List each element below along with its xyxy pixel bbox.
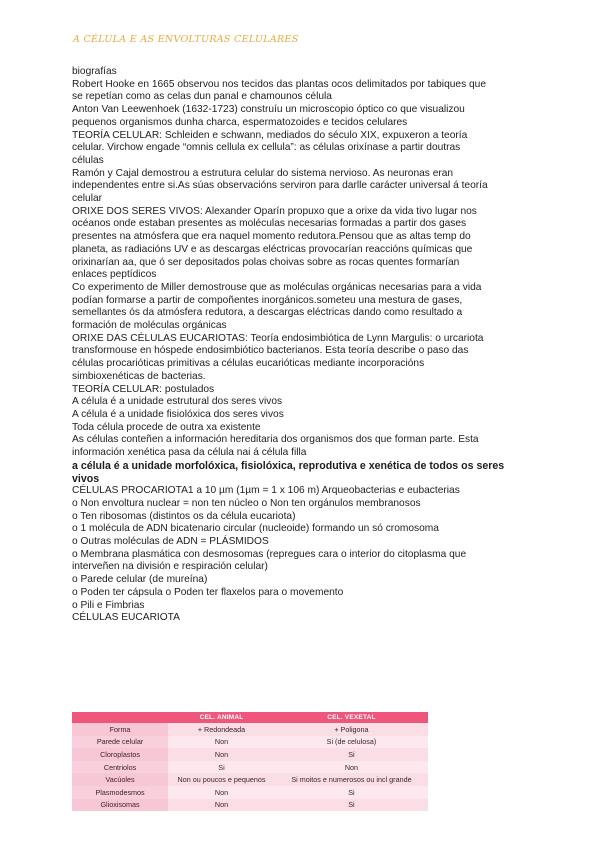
table-cell: Si (de celulosa) [275, 736, 428, 749]
table-row-label: Glioxisomas [72, 799, 168, 812]
table-cell: + Poligona [275, 723, 428, 736]
bold-text-line: a célula é a unidade morfolóxica, fisiolóxica, reprodutiva e xenética de todos os seres [72, 459, 505, 472]
table-row [72, 773, 428, 786]
text-line: pequenos organismos dunha charca, espermatozoides e tecidos celulares [72, 116, 408, 128]
text-line: o Ten ribosomas (distintos os da célula eucariota) [72, 510, 296, 522]
text-line: o Pili e Fimbrias [72, 599, 145, 611]
table-cell: Non [168, 799, 275, 812]
page-title: A CÉLULA E AS ENVOLTURAS CELULARES [73, 34, 299, 45]
table-cell: Non ou poucos e pequenos [168, 773, 275, 786]
table-row [72, 748, 428, 761]
text-line: o Membrana plasmática con desmosomas (repregues cara o interior do citoplasma que [72, 548, 467, 560]
text-line: TEORÍA CELULAR: postulados [72, 383, 215, 395]
text-line: As células conteñen a información hereditaria dos organismos dos que forman parte. Esta [72, 434, 479, 446]
table-row-label: Plasmodesmos [72, 786, 168, 799]
text-line: podían formarse a partir de compoñentes inorgánicos.someteu una mestura de gases, [72, 294, 463, 306]
text-line: o Outras moléculas de ADN = PLÁSMIDOS [72, 536, 269, 548]
text-line: Anton Van Leewenhoek (1632-1723) construíu un microscopio óptico co que visualizou [72, 104, 465, 116]
bold-text-line: vivos [72, 472, 100, 485]
table-row [72, 723, 428, 736]
table-row-label: Forma [72, 723, 168, 736]
table-row-label: Vacúoles [72, 773, 168, 786]
document-body [72, 66, 534, 625]
table-header-row [72, 712, 428, 723]
text-line: o Non envoltura nuclear = non ten núcleo o Non ten orgánulos membranosos [72, 497, 421, 509]
text-line: océanos onde estaban presentes as moléculas necesarias formadas a partir dos gases [72, 218, 467, 230]
text-line: presentes na atmósfera que era naquel momento redutora.Pensou que as altas temp do [72, 231, 471, 243]
text-line: A célula é a unidade fisiolóxica dos seres vivos [72, 408, 284, 420]
text-line: Ramón y Cajal demostrou a estrutura celular do sistema nervioso. As neuronas eran [72, 167, 454, 179]
text-line: A célula é a unidade estrutural dos seres vivos [72, 396, 283, 408]
table-cell: Non [275, 761, 428, 774]
table-cell: Non [168, 736, 275, 749]
text-line: o 1 molécula de ADN bicatenario circular (nucleoide) formando un só cromosoma [72, 523, 439, 535]
text-line: CÉLULAS PROCARIOTA1 a 10 µm (1µm = 1 x 106 m) Arqueobacterias e eubacterias [72, 485, 460, 497]
table-cell: Si [275, 748, 428, 761]
text-line: biografías [72, 66, 117, 77]
text-line: celular. Virchow engade “omnis cellula ex cellula”: as células orixínase a partir doutras [72, 142, 461, 154]
text-line: interveñen na división e respiración celular) [72, 561, 268, 573]
text-line: planeta, as radiacións UV e as descargas eléctricas provocarían reaccións químicas que [72, 243, 473, 255]
text-line: orixinarían aa, que ó ser depositados polas choivas sobre as rocas quentes formarían [72, 256, 460, 268]
text-line: CÉLULAS EUCARIOTA [72, 612, 180, 624]
table-row-label: Parede celular [72, 736, 168, 749]
text-line: semellantes ós da atmósfera redutora, a descargas eléctricas dando como resultado a [72, 307, 463, 319]
text-line: celular [72, 193, 103, 205]
table-header-cell: CEL. ANIMAL [168, 712, 275, 723]
table-row [72, 761, 428, 774]
text-line: Co experimento de Miller demostrouse que as moléculas orgánicas necesarias para a vida [72, 281, 482, 293]
table-row [72, 799, 428, 812]
cell-comparison-table [72, 712, 428, 811]
table-row-label: Cloroplastos [72, 748, 168, 761]
text-line: ORIXE DOS SERES VIVOS: Alexander Oparín propuxo que a orixe da vida tivo lugar nos [72, 205, 477, 217]
text-line: simbioxenéticas de bacterias. [72, 370, 206, 382]
text-line: independentes entre si.As súas observacións serviron para darlle carácter universal á teoría [72, 180, 488, 192]
table-row-label: Centriolos [72, 761, 168, 774]
table-cell: Si [168, 761, 275, 774]
table-row [72, 736, 428, 749]
table-cell: Si [275, 786, 428, 799]
table-cell: Non [168, 748, 275, 761]
text-line: o Parede celular (de mureína) [72, 574, 208, 586]
table-header-cell: CEL. VEXETAL [275, 712, 428, 723]
table-cell: Si moitos e numerosos ou incl grande [275, 773, 428, 786]
text-line: o Poden ter cápsula o Poden ter flaxelos para o movemento [72, 586, 344, 598]
text-line: Robert Hooke en 1665 observou nos tecidos das plantas ocos delimitados por tabiques que [72, 78, 486, 90]
text-line: información xenética pasa da célula nai á célula filla [72, 447, 307, 459]
text-line: ORIXE DAS CÉLULAS EUCARIOTAS: Teoría endosimbiótica de Lynn Margulis: o urcariota [72, 332, 484, 344]
table-cell: + Redondeada [168, 723, 275, 736]
text-line: células [72, 154, 104, 166]
text-line: se repetían como as celas dun panal e chamounos célula [72, 91, 332, 103]
text-line: TEORÍA CELULAR: Schleiden e schwann, mediados do século XIX, expuxeron a teoría [72, 129, 468, 141]
table-row [72, 786, 428, 799]
text-line: células procarióticas primitivas a células eucarióticas mediante incorporacións [72, 358, 425, 370]
text-line: Toda célula procede de outra xa existente [72, 421, 261, 433]
table-cell: Non [168, 786, 275, 799]
text-line: formación de moléculas orgánicas [72, 320, 227, 332]
text-line: transformouse en hóspede endosimbiótico bacterianos. Esta teoría describe o paso das [72, 345, 469, 357]
text-line: enlaces peptídicos [72, 269, 157, 281]
table-cell: Si [275, 799, 428, 812]
table-header-cell [72, 712, 168, 723]
